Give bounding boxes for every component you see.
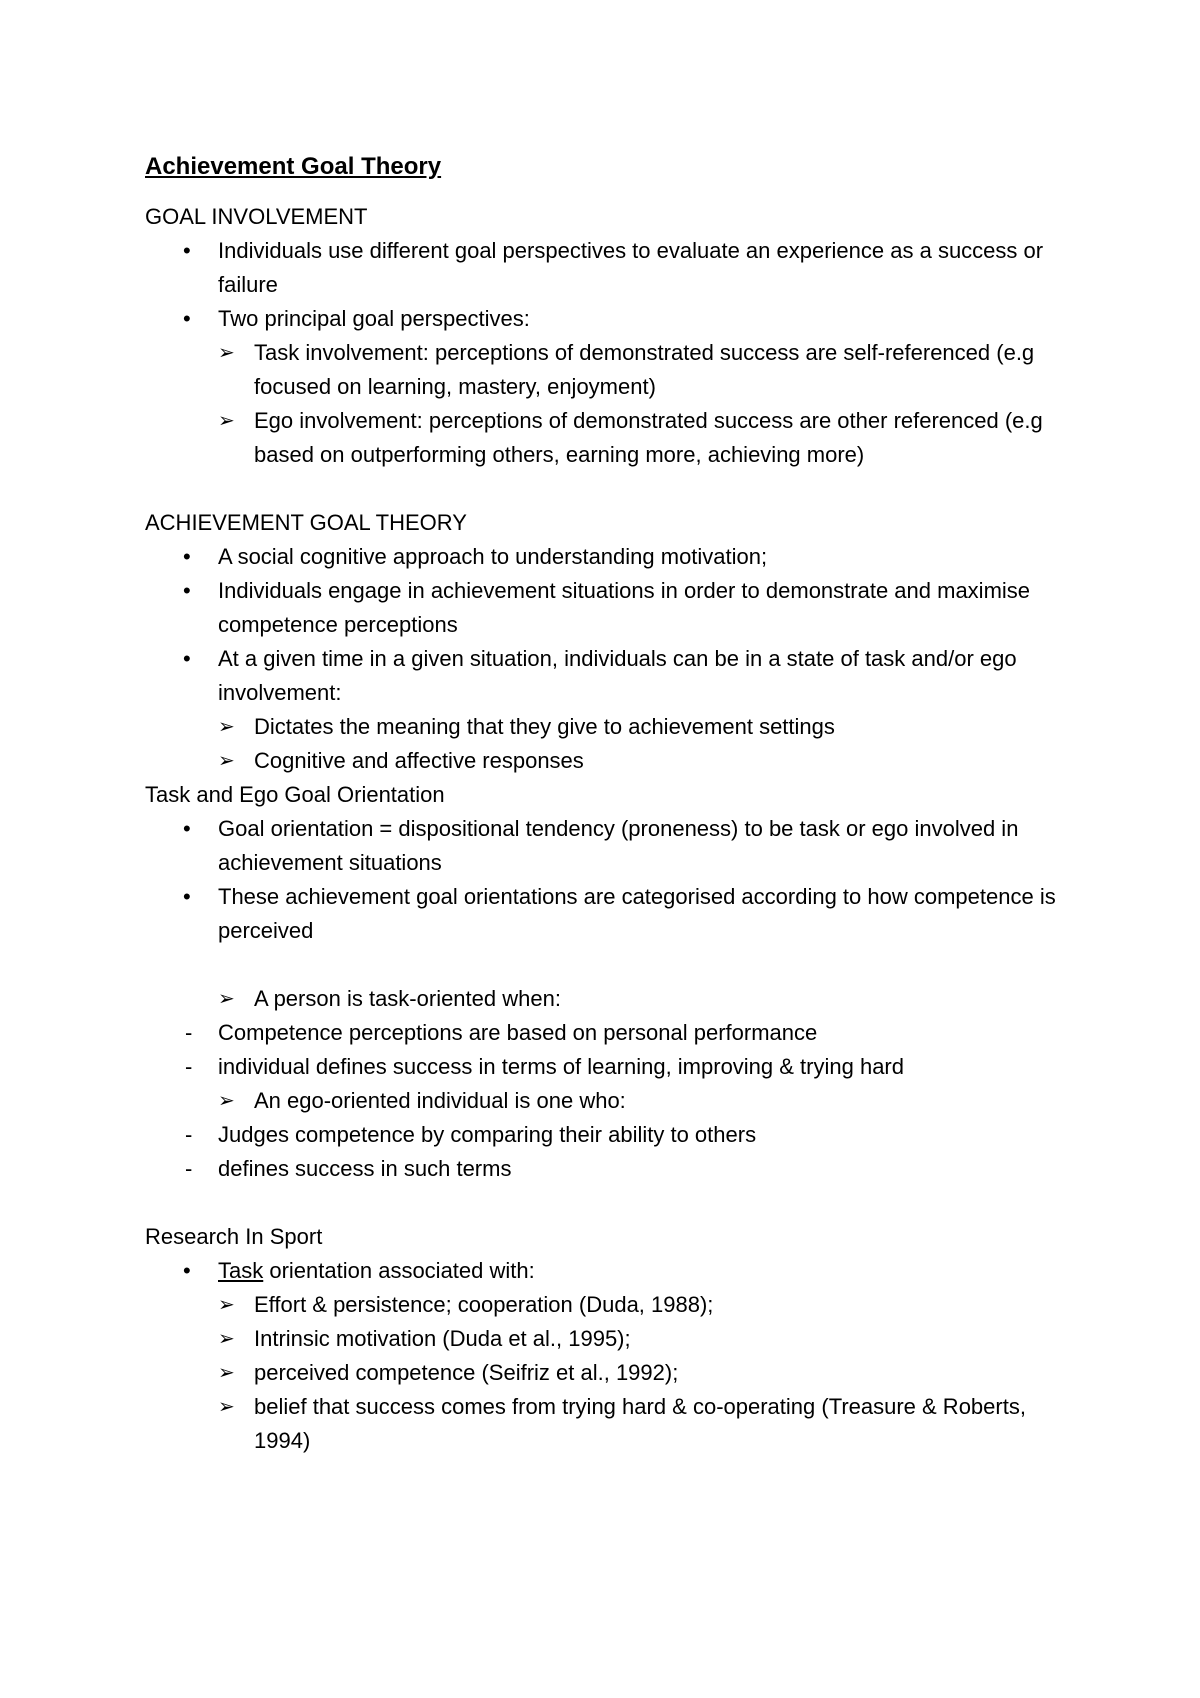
dash-item: - Competence perceptions are based on personal performance xyxy=(145,1016,1065,1050)
arrow-bullet-item: ➢ A person is task-oriented when: xyxy=(145,982,1065,1016)
section-heading-goal-involvement: GOAL INVOLVEMENT xyxy=(145,204,368,229)
document-body xyxy=(145,150,1065,1458)
paragraph-spacer xyxy=(145,948,1065,982)
dash-item: - individual defines success in terms of learning, improving & trying hard xyxy=(145,1050,1065,1084)
bullet-item: • Two principal goal perspectives: xyxy=(145,302,1065,336)
arrow-bullet-item: ➢ Task involvement: perceptions of demonstrated success are self-referenced (e.g focused on learning, mastery, enjoyment) xyxy=(145,336,1065,404)
arrow-bullet-item: ➢ Effort & persistence; cooperation (Duda, 1988); xyxy=(145,1288,1065,1322)
bullet-text: orientation associated with: xyxy=(263,1258,535,1283)
bullet-item: • Goal orientation = dispositional tendency (proneness) to be task or ego involved in achievement situations xyxy=(145,812,1065,880)
arrow-bullet-item: ➢ An ego-oriented individual is one who: xyxy=(145,1084,1065,1118)
arrow-bullet-item: ➢ Ego involvement: perceptions of demonstrated success are other referenced (e.g based on outperforming others, earning more, achieving more) xyxy=(145,404,1065,472)
dash-item: - Judges competence by comparing their ability to others xyxy=(145,1118,1065,1152)
bullet-item: • Individuals engage in achievement situations in order to demonstrate and maximise competence perceptions xyxy=(145,574,1065,642)
bullet-item: • Individuals use different goal perspectives to evaluate an experience as a success or failure xyxy=(145,234,1065,302)
arrow-bullet-item: ➢ perceived competence (Seifriz et al., 1992); xyxy=(145,1356,1065,1390)
paragraph-spacer xyxy=(145,472,1065,506)
underlined-term: Task xyxy=(218,1258,264,1283)
section-heading-research-in-sport: Research In Sport xyxy=(145,1224,323,1249)
arrow-bullet-item: ➢ Cognitive and affective responses xyxy=(145,744,1065,778)
bullet-item: • These achievement goal orientations are categorised according to how competence is perceived xyxy=(145,880,1065,948)
arrow-bullet-item: ➢ belief that success comes from trying hard & co-operating (Treasure & Roberts, 1994) xyxy=(145,1390,1065,1458)
paragraph-spacer xyxy=(145,1186,1065,1220)
bullet-item xyxy=(145,1254,1065,1288)
dash-item: - defines success in such terms xyxy=(145,1152,1065,1186)
arrow-bullet-item: ➢ Dictates the meaning that they give to achievement settings xyxy=(145,710,1065,744)
section-heading-task-ego-orientation: Task and Ego Goal Orientation xyxy=(145,782,445,807)
section-heading-achievement-goal-theory: ACHIEVEMENT GOAL THEORY xyxy=(145,510,467,535)
bullet-item: • At a given time in a given situation, individuals can be in a state of task and/or ego involvement: xyxy=(145,642,1065,710)
bullet-item: • A social cognitive approach to understanding motivation; xyxy=(145,540,1065,574)
page-title: Achievement Goal Theory xyxy=(145,153,442,180)
arrow-bullet-item: ➢ Intrinsic motivation (Duda et al., 1995); xyxy=(145,1322,1065,1356)
